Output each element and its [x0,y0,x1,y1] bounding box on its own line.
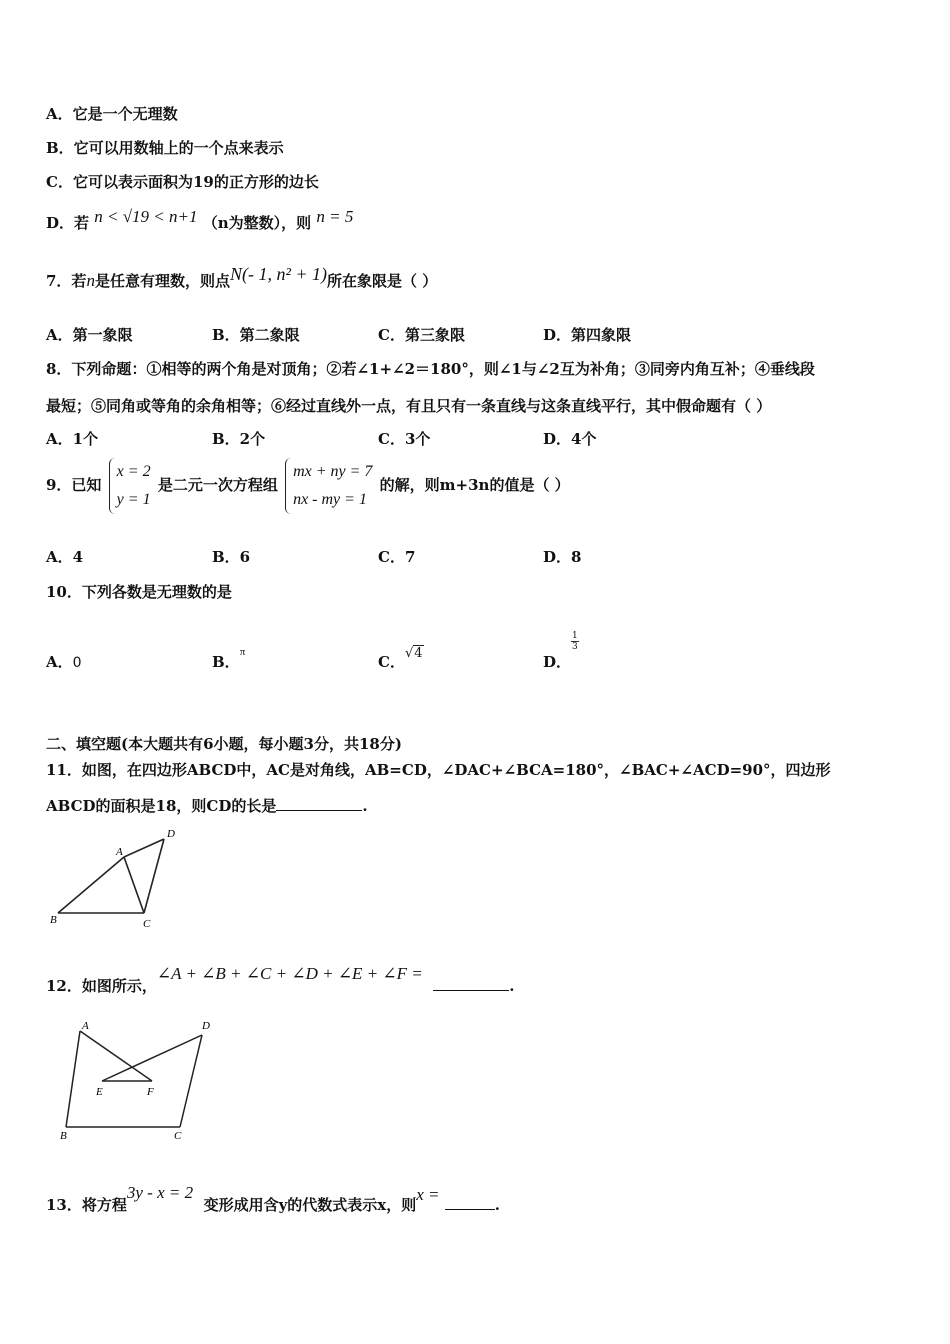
q6-d-result: n = 5 [316,207,354,226]
q6-option-a: A．它是一个无理数 [46,105,178,123]
q11-label-a: A [116,846,123,858]
q9-option-a: A．4 [46,548,84,566]
q9-option-b: B．6 [212,548,251,566]
q7-prefix: 7．若 [46,272,87,290]
q11-answer-blank[interactable] [276,810,362,811]
q13-stem [46,1183,500,1215]
q9-sys1-row2: y = 1 [116,491,151,508]
q6-d-prefix: D．若 [46,214,90,232]
q11-suffix: . [362,797,368,815]
q8-option-d: D．4个 [543,430,597,448]
q10-option-b [212,646,246,672]
q13-answer-blank[interactable] [445,1209,495,1210]
q10-d-fraction [571,631,579,652]
q7-stem [46,264,438,291]
q12-label-f: F [147,1086,154,1098]
q10-d-den: 3 [572,641,578,652]
q13-suffix: . [494,1196,500,1214]
q7-mid: 是任意有理数，则点 [94,272,230,290]
q10-a-value: 0 [72,655,82,671]
q13-mid: 变形成用含y的代数式表示x，则 [203,1196,417,1214]
q6-d-mid: （n为整数），则 [202,214,312,232]
q12-label-a: A [82,1020,89,1032]
q10-d-label: D． [543,653,572,671]
q9-sys1-row1: x = 2 [116,463,151,480]
q7-option-a: A．第一象限 [46,326,133,344]
q12-stem [46,964,515,996]
q11-prefix: ABCD的面积是18，则CD的长是 [46,797,277,815]
q11-line1: 11．如图，在四边形ABCD中，AC是对角线，AB=CD，∠DAC+∠BCA=180°，∠BAC+∠ACD=90°，四边形 [46,761,831,779]
q12-suffix: . [509,977,515,995]
q12-prefix: 12．如图所示， [46,977,157,995]
q10-option-d [543,630,579,674]
q9-sys2-row1: mx + ny = 7 [293,463,373,480]
q9-system2 [285,458,372,514]
q8-line2: 最短；⑤同角或等角的余角相等；⑥经过直线外一点，有且只有一条直线与这条直线平行，其中假命题有（ ） [46,397,772,415]
q11-figure [46,825,186,930]
q12-label-e: E [96,1086,103,1098]
q10-c-value: 4 [414,646,423,661]
q9-system1 [109,458,151,514]
q7-point: N(- 1, n² + 1) [229,264,327,284]
q7-option-d: D．第四象限 [543,326,632,344]
q8-option-b: B．2个 [212,430,266,448]
q6-option-c: C．它可以表示面积为19的正方形的边长 [46,173,319,191]
q9-option-d: D．8 [543,548,582,566]
q8-option-a: A．1个 [46,430,99,448]
q12-label-b: B [60,1130,67,1142]
q10-c-label: C． [378,653,405,671]
q6-d-inequality: n < √19 < n+1 [94,207,198,226]
q12-answer-blank[interactable] [433,990,509,991]
q9-sys2-row2: nx - my = 1 [293,491,367,508]
q12-expression: ∠A + ∠B + ∠C + ∠D + ∠E + ∠F = [156,964,423,983]
q12-label-d: D [202,1020,210,1032]
q10-a-label: A． [46,653,73,671]
q9-mid: 是二元一次方程组 [157,476,278,494]
q6-option-b: B．它可以用数轴上的一个点来表示 [46,139,284,157]
q10-d-num: 1 [572,630,578,641]
q10-c-sqrt: √4 [404,646,423,661]
q6-option-d [46,207,354,233]
q11-label-d: D [167,828,175,840]
q11-label-c: C [143,918,151,930]
q10-stem: 10．下列各数是无理数的是 [46,583,232,601]
q7-suffix: 所在象限是（ ） [326,272,438,290]
q9-prefix: 9．已知 [46,476,102,494]
q13-prefix: 13．将方程 [46,1196,127,1214]
q8-line1: 8．下列命题：①相等的两个角是对顶角；②若∠1+∠2＝180°，则∠1与∠2互为补角；③同旁内角互补；④垂线段 [46,360,815,378]
q11-line2 [46,795,368,816]
q7-option-b: B．第二象限 [212,326,300,344]
q10-b-label: B． [212,653,240,671]
q10-b-value: π [239,646,246,658]
q11-label-b: B [50,914,57,926]
q9-stem [46,458,570,514]
q9-option-c: C．7 [378,548,416,566]
q13-equation: 3y - x = 2 [126,1183,194,1202]
section2-title: 二、填空题(本大题共有6小题，每小题3分，共18分) [46,735,402,753]
q7-option-c: C．第三象限 [378,326,465,344]
q9-suffix: 的解，则m+3n的值是（ ） [379,476,570,494]
q10-option-a [46,651,82,672]
q8-option-c: C．3个 [378,430,431,448]
q12-figure [50,1015,220,1145]
q13-lhs: x = [416,1185,440,1204]
q10-option-c [378,646,424,672]
q7-var: n [86,271,95,290]
q12-label-c: C [174,1130,182,1142]
